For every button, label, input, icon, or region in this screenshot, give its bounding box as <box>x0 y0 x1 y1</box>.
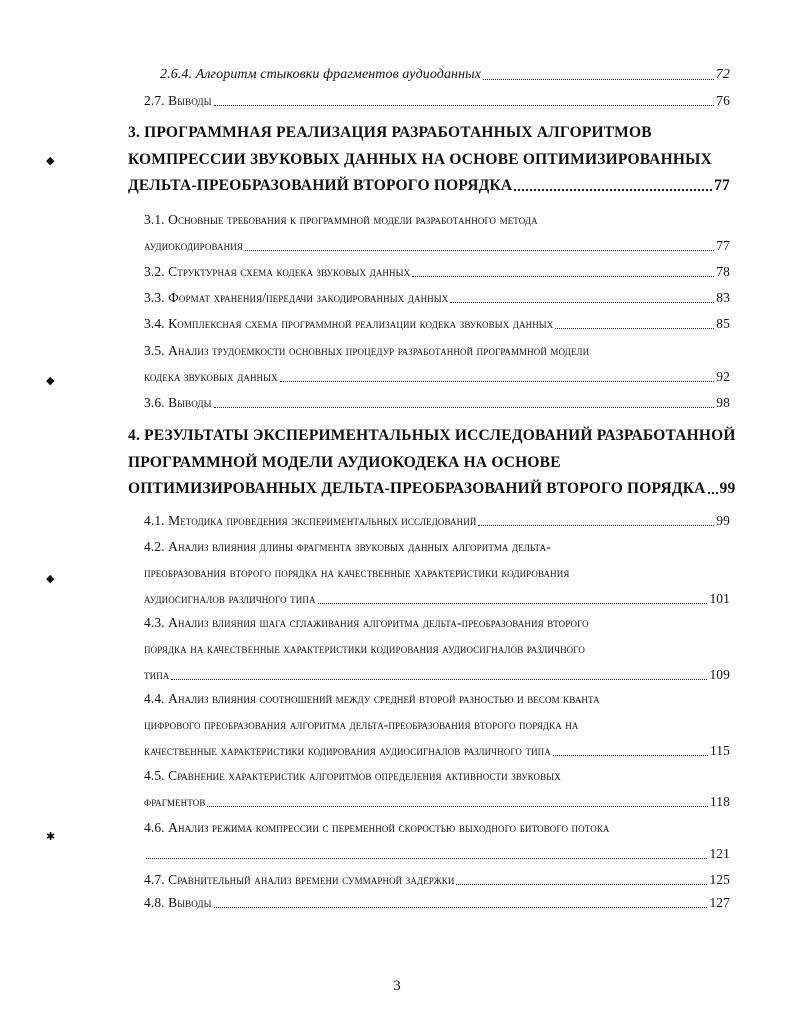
toc-entry-title: 3.6. Выводы <box>144 395 212 410</box>
toc-entry-title: ОПТИМИЗИРОВАННЫХ ДЕЛЬТА-ПРЕОБРАЗОВАНИЙ ВТОРОГО ПОРЯДКА <box>128 480 706 497</box>
toc-entry <box>144 289 730 307</box>
leader-dots <box>553 754 708 756</box>
toc-page-number: 77 <box>714 177 730 194</box>
chapter-heading-line: 3. ПРОГРАММНАЯ РЕАЛИЗАЦИЯ РАЗРАБОТАННЫХ АЛГОРИТМОВ <box>128 124 652 141</box>
toc-entry-title: 4.7. Сравнительный анализ времени суммарной задержки <box>144 872 455 887</box>
toc-entry <box>144 263 730 281</box>
chapter-heading-line: ПРОГРАММНОЙ МОДЕЛИ АУДИОКОДЕКА НА ОСНОВЕ <box>128 454 561 471</box>
leader-dots <box>555 327 714 329</box>
toc-entry <box>128 480 736 498</box>
toc-page-number: 76 <box>716 93 730 108</box>
toc-page-number: 109 <box>709 667 730 682</box>
leader-dots <box>214 906 708 908</box>
toc-entry <box>128 177 730 195</box>
leader-dots <box>456 883 707 885</box>
leader-dots <box>146 857 707 859</box>
toc-entry <box>144 394 730 412</box>
toc-entry-title: 2.6.4. Алгоритм стыковки фрагментов аудиоданных <box>160 67 482 82</box>
leader-dots <box>280 380 715 382</box>
toc-entry <box>144 871 730 889</box>
leader-dots <box>514 188 712 191</box>
leader-dots <box>207 805 708 807</box>
toc-entry <box>144 742 730 760</box>
toc-entry-line: преобразования второго порядка на качественные характеристики кодирования <box>144 565 570 580</box>
toc-page-number: 101 <box>709 591 730 606</box>
toc-entry <box>144 237 730 255</box>
toc-page-number: 99 <box>716 513 730 528</box>
toc-entry <box>144 666 730 684</box>
leader-dots <box>708 491 718 494</box>
leader-dots <box>214 406 715 408</box>
toc-entry <box>144 92 730 110</box>
toc-entry <box>144 512 730 530</box>
toc-page-number: 118 <box>709 794 730 809</box>
leader-dots <box>483 78 714 80</box>
toc-entry-line: 3.5. Анализ трудоемкости основных процедур разработанной программной модели <box>144 343 590 358</box>
toc-entry-line: 4.3. Анализ влияния шага сглаживания алгоритма дельта-преобразования второго <box>144 615 589 630</box>
toc-page-number: 78 <box>716 264 730 279</box>
leader-dots <box>318 602 708 604</box>
toc-entry <box>144 368 730 386</box>
page-number: 3 <box>393 978 401 994</box>
leader-dots <box>450 301 714 303</box>
toc-entry-line: 4.2. Анализ влияния длины фрагмента звуковых данных алгоритма дельта- <box>144 539 551 554</box>
toc-page-number: 121 <box>709 846 730 861</box>
chapter-heading-line: КОМПРЕССИИ ЗВУКОВЫХ ДАННЫХ НА ОСНОВЕ ОПТИМИЗИРОВАННЫХ <box>128 151 712 168</box>
toc-entry-title: типа <box>144 667 170 682</box>
toc-entry-title: 4.8. Выводы <box>144 895 212 910</box>
scan-mark-icon: ◆ <box>46 155 55 167</box>
toc-page-number: 98 <box>716 395 730 410</box>
toc-page-number: 99 <box>719 480 736 497</box>
toc-entry-title: 2.7. Выводы <box>144 93 212 108</box>
toc-entry-line: 4.5. Сравнение характеристик алгоритмов определения активности звуковых <box>144 768 561 783</box>
scan-mark-icon: ◆ <box>46 573 55 585</box>
toc-entry <box>144 315 730 333</box>
toc-entry-title: 3.2. Структурная схема кодека звуковых данных <box>144 264 411 279</box>
leader-dots <box>214 104 715 106</box>
toc-entry-title: качественные характеристики кодирования аудиосигналов различного типа <box>144 743 551 758</box>
toc-entry-title: ДЕЛЬТА-ПРЕОБРАЗОВАНИЙ ВТОРОГО ПОРЯДКА <box>128 177 513 194</box>
toc-entry-title: 3.4. Комплексная схема программной реализации кодека звуковых данных <box>144 316 554 331</box>
toc-entry-line: цифрового преобразования алгоритма дельта-преобразования второго порядка на <box>144 717 579 732</box>
leader-dots <box>478 524 714 526</box>
toc-entry <box>144 590 730 608</box>
toc-entry-title: аудиокодирования <box>144 238 243 253</box>
toc-entry <box>144 894 730 912</box>
leader-dots <box>412 275 714 277</box>
toc-page-number: 127 <box>709 895 730 910</box>
leader-dots <box>245 249 714 251</box>
scan-mark-icon: ◆ <box>46 375 55 387</box>
toc-entry-title: 4.1. Методика проведения экспериментальных исследований <box>144 513 477 528</box>
toc-page-number: 85 <box>716 316 730 331</box>
toc-entry <box>160 66 730 84</box>
toc-page-number: 125 <box>709 872 730 887</box>
toc-entry <box>144 845 730 863</box>
toc-entry-title: кодека звуковых данных <box>144 369 278 384</box>
toc-entry <box>144 793 730 811</box>
toc-entry-line: 3.1. Основные требования к программной модели разработанного метода <box>144 212 538 227</box>
toc-entry-title: фрагментов <box>144 794 206 809</box>
toc-page-number: 72 <box>715 67 730 82</box>
toc-entry-line: 4.6. Анализ режима компрессии с переменной скоростью выходного битового потока <box>144 820 610 835</box>
toc-entry-title: 3.3. Формат хранения/передачи закодированных данных <box>144 290 449 305</box>
chapter-heading-line: 4. РЕЗУЛЬТАТЫ ЭКСПЕРИМЕНТАЛЬНЫХ ИССЛЕДОВАНИЙ РАЗРАБОТАННОЙ <box>128 427 736 444</box>
leader-dots <box>171 678 707 680</box>
toc-entry-line: 4.4. Анализ влияния соотношений между средней второй разностью и весом кванта <box>144 691 600 706</box>
toc-entry-title: аудиосигналов различного типа <box>144 591 316 606</box>
toc-page-number: 83 <box>716 290 730 305</box>
toc-page-number: 115 <box>709 743 730 758</box>
toc-page-number: 92 <box>716 369 730 384</box>
scan-mark-icon: ✱ <box>46 831 56 843</box>
toc-entry-line: порядка на качественные характеристики кодирования аудиосигналов различного <box>144 641 585 656</box>
toc-page-number: 77 <box>716 238 730 253</box>
